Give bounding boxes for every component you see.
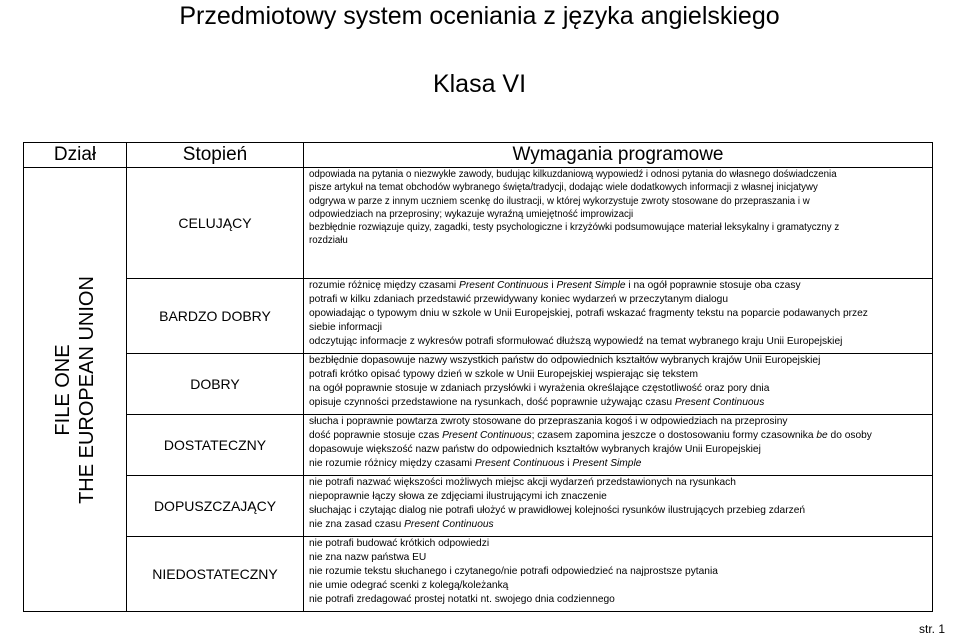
requirement-line: opowiadając o typowym dniu w szkole w Unii Europejskiej, potrafi wskazać fragmenty tekstu na poparcie podawanych przez [309,307,868,319]
page-number: str. 1 [918,622,945,636]
requirement-line: słuchając i czytając dialog nie potrafi ułożyć w prawidłowej kolejności rysunków ilustrujących przebieg zdarzeń [309,504,806,516]
requirements-dobry [304,354,933,415]
requirement-line: niepoprawnie łączy słowa ze zdjęciami ilustrującymi ich znaczenie [309,490,607,502]
dzial-label [51,276,99,504]
table-row [24,168,933,279]
table-row [24,537,933,612]
requirement-line: odpowiedziach na przeprosiny; wykazuje wyraźną umiejętność improwizacji [309,208,634,220]
requirements-table [23,142,933,612]
requirement-line: odgrywa w parze z innym uczniem scenkę do ilustracji, w której wykorzystuje zwroty stosowane do przepraszania i w [309,195,810,207]
requirement-line: bezbłędnie dopasowuje nazwy wszystkich państw do odpowiednich kształtów wybranych krajów Unii Europejskiej [309,355,821,366]
dzial-line2: THE EUROPEAN UNION [76,275,98,504]
table-row [24,476,933,537]
term-be: be [816,429,828,441]
requirement-line: dopasowuje większość nazw państw do odpowiednich kształtów wybranych krajów Unii Europejskiej [309,443,761,455]
header-stopien: Stopień [127,143,304,168]
table-row [24,354,933,415]
requirement-line: pisze artykuł na temat obchodów wybranego święta/tradycji, dodając wiele dodatkowych informacji z własnej inicjatywy [309,182,818,194]
header-dzial: Dział [24,143,127,168]
term-present-continuous: Present Continuous [674,396,765,408]
requirement-line: opisuje czynności przedstawione na rysunkach, dość poprawnie używając czasu Present Continuous [309,396,765,408]
document-title: Przedmiotowy system oceniania z języka angielskiego [179,2,780,30]
requirement-line: rozumie różnicę między czasami Present Continuous i Present Simple i na ogół poprawnie stosuje oba czasy [309,280,801,291]
term-present-continuous: Present Continuous [404,518,494,530]
grade-celujacy: CELUJĄCY [127,168,304,279]
requirements-dostateczny [304,415,933,476]
requirement-line: bezbłędnie rozwiązuje quizy, zagadki, testy psychologiczne i krzyżówki podsumowujące materiał leksykalny i gramatyczny z [309,222,840,234]
term-present-continuous: Present Continuous [474,457,565,469]
requirement-line: dość poprawnie stosuje czas Present Continuous; czasem zapomina jeszcze o dostosowaniu formy czasownika be do osoby [309,429,872,441]
requirement-line: na ogół poprawnie stosuje w zdaniach przysłówki i wyrażenia określające częstotliwość oraz pory dnia [309,382,770,394]
requirement-line: odczytując informacje z wykresów potrafi sformułować dłuższą wypowiedź na temat wybranego kraju Unii Europejskiej [309,335,843,347]
requirement-line: siebie informacji [309,321,383,333]
requirements-dopuszczajacy [304,476,933,537]
requirement-line: nie zna nazw państwa EU [309,551,427,563]
term-present-continuous: Present Continuous [459,280,549,291]
requirement-line: nie potrafi nazwać większości możliwych miejsc akcji wydarzeń przedstawionych na rysunkach [309,477,736,488]
requirement-line: nie rozumie tekstu słuchanego i czytanego/nie potrafi odpowiedzieć na najprostsze pytania [309,565,718,577]
grade-dostateczny: DOSTATECZNY [127,415,304,476]
requirement-line: nie potrafi budować krótkich odpowiedzi [309,538,490,549]
requirements-celujacy [304,168,933,279]
grade-dopuszczajacy: DOPUSZCZAJĄCY [127,476,304,537]
dzial-cell [24,168,127,612]
grade-niedostateczny: NIEDOSTATECZNY [127,537,304,612]
requirement-line: słucha i poprawnie powtarza zwroty stosowane do przepraszania kogoś i w odpowiedziach na przeprosiny [309,416,788,427]
grade-bardzo-dobry: BARDZO DOBRY [127,279,304,354]
requirement-line: nie potrafi zredagować prostej notatki nt. swojego dnia codziennego [309,593,615,605]
term-present-simple: Present Simple [556,280,626,291]
requirement-line: nie umie odegrać scenki z kolegą/koleżanką [309,579,509,591]
term-present-simple: Present Simple [572,457,642,469]
table-row [24,415,933,476]
requirement-line: potrafi krótko opisać typowy dzień w szkole w Unii Europejskiej wspierając się tekstem [309,368,698,380]
dzial-line1: FILE ONE [52,343,74,436]
term-present-continuous: Present Continuous [442,429,532,441]
requirement-line: nie zna zasad czasu Present Continuous [309,518,494,530]
header-wymagania: Wymagania programowe [304,143,933,168]
grade-dobry: DOBRY [127,354,304,415]
requirements-bardzo-dobry [304,279,933,354]
requirements-niedostateczny [304,537,933,612]
requirement-line: potrafi w kilku zdaniach przedstawić przewidywany koniec wydarzeń w przeczytanym dialogu [309,293,729,305]
requirement-line: odpowiada na pytania o niezwykłe zawody, budując kilkuzdaniową wypowiedź i odnosi pytania do własnego doświadczenia [309,169,837,180]
requirement-line: nie rozumie różnicy między czasami Present Continuous i Present Simple [309,457,642,469]
document-subtitle: Klasa VI [432,70,527,98]
requirement-line: rozdziału [309,235,348,247]
table-header-row [24,143,933,168]
table-row [24,279,933,354]
